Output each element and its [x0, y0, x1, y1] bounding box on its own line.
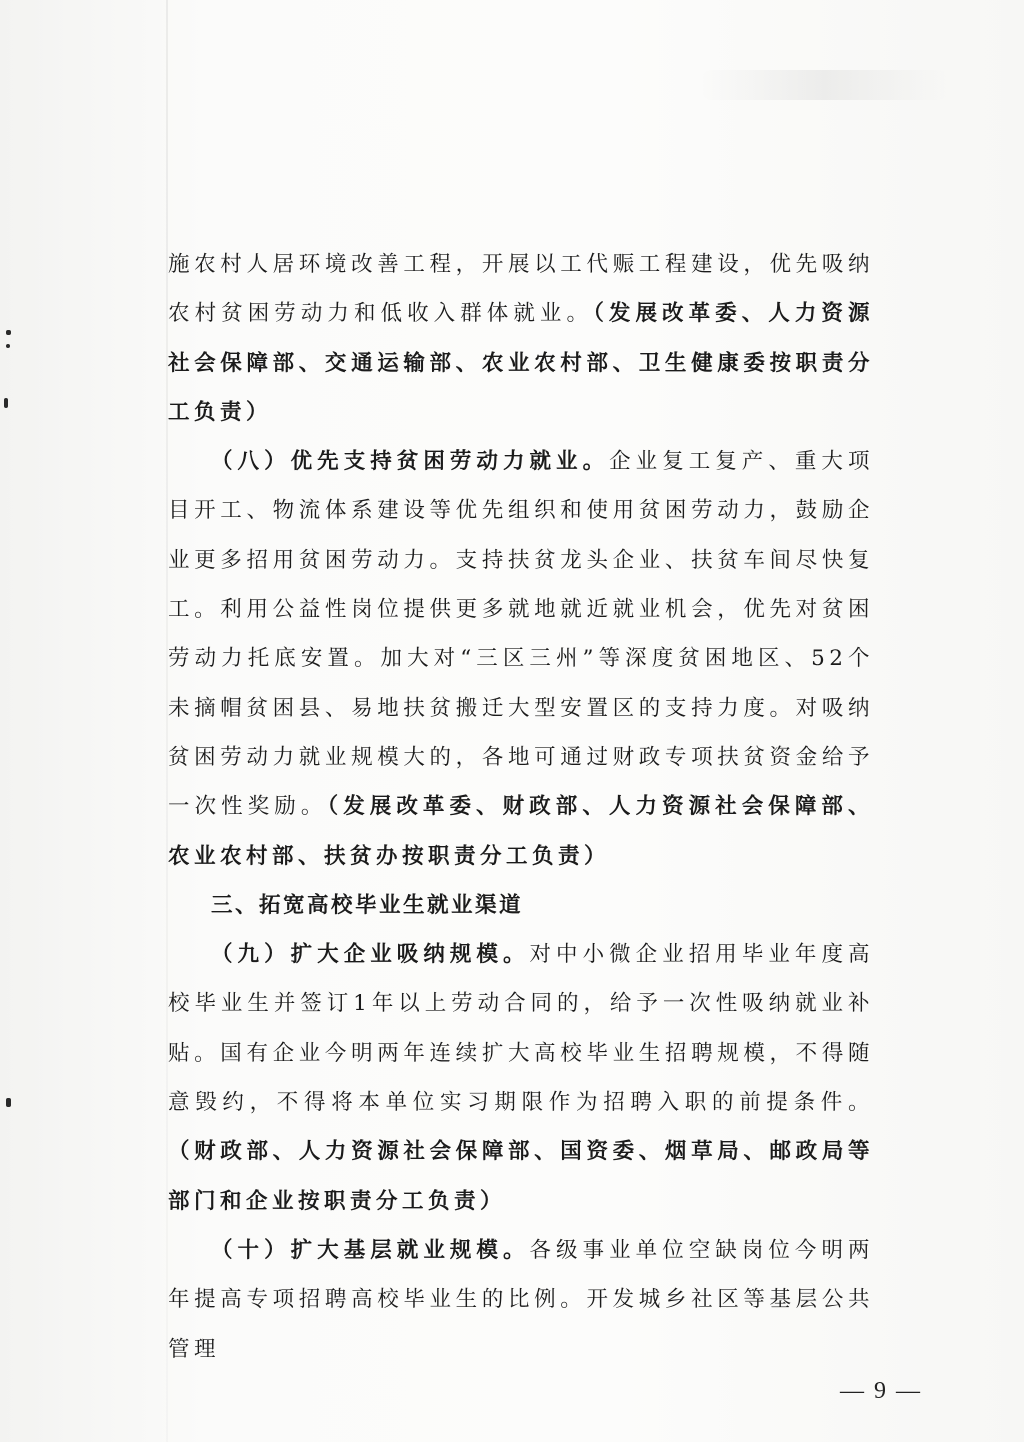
scan-bleed-through — [700, 70, 950, 100]
document-body — [168, 240, 874, 1374]
paragraph-text: 企业复工复产、重大项目开工、物流体系建设等优先组织和使用贫困劳动力，鼓励企业更多招用贫困劳动力。支持扶贫龙头企业、扶贫车间尽快复工。利用公益性岗位提供更多就地就近就业机会，优先对贫困劳动力托底安置。加大对“三区三州”等深度贫困地区、52个未摘帽贫困县、易地扶贫搬迁大型安置区的支持力度。对吸纳贫困劳动力就业规模大的，各地可通过财政专项扶贫资金给予一次性奖励。 — [168, 449, 874, 820]
responsible-departments: （发展改革委、人力资源社会保障部、交通运输部、农业农村部、卫生健康委按职责分工负责） — [168, 301, 874, 425]
item-title: （九）扩大企业吸纳规模。 — [211, 942, 530, 968]
paragraph-item-8 — [168, 437, 874, 881]
paragraph-item-9 — [168, 930, 874, 1226]
item-title: （十）扩大基层就业规模。 — [211, 1237, 530, 1263]
item-title: （八）优先支持贫困劳动力就业。 — [211, 449, 610, 475]
responsible-departments: （财政部、人力资源社会保障部、国资委、烟草局、邮政局等部门和企业按职责分工负责） — [168, 1139, 874, 1214]
scan-speck — [6, 344, 10, 348]
paragraph-text: 施农村人居环境改善工程，开展以工代赈工程建设，优先吸纳农村贫困劳动力和低收入群体就业。 — [168, 252, 874, 327]
paragraph-text: 各级事业单位空缺岗位今明两年提高专项招聘高校毕业生的比例。开发城乡社区等基层公共管理 — [168, 1237, 874, 1362]
paragraph-continuation — [168, 240, 874, 437]
scan-speck — [6, 330, 11, 335]
paragraph-text: 对中小微企业招用毕业年度高校毕业生并签订1年以上劳动合同的，给予一次性吸纳就业补贴。国有企业今明两年连续扩大高校毕业生招聘规模，不得随意毁约，不得将本单位实习期限作为招聘入职的前提条件。 — [168, 942, 874, 1116]
page-number: — 9 — — [840, 1378, 922, 1404]
scan-speck — [4, 398, 8, 408]
section-heading: 三、拓宽高校毕业生就业渠道 — [211, 892, 524, 918]
scan-speck — [6, 1098, 11, 1107]
responsible-departments: （发展改革委、财政部、人力资源社会保障部、农业农村部、扶贫办按职责分工负责） — [168, 794, 874, 869]
paragraph-item-10 — [168, 1226, 874, 1374]
